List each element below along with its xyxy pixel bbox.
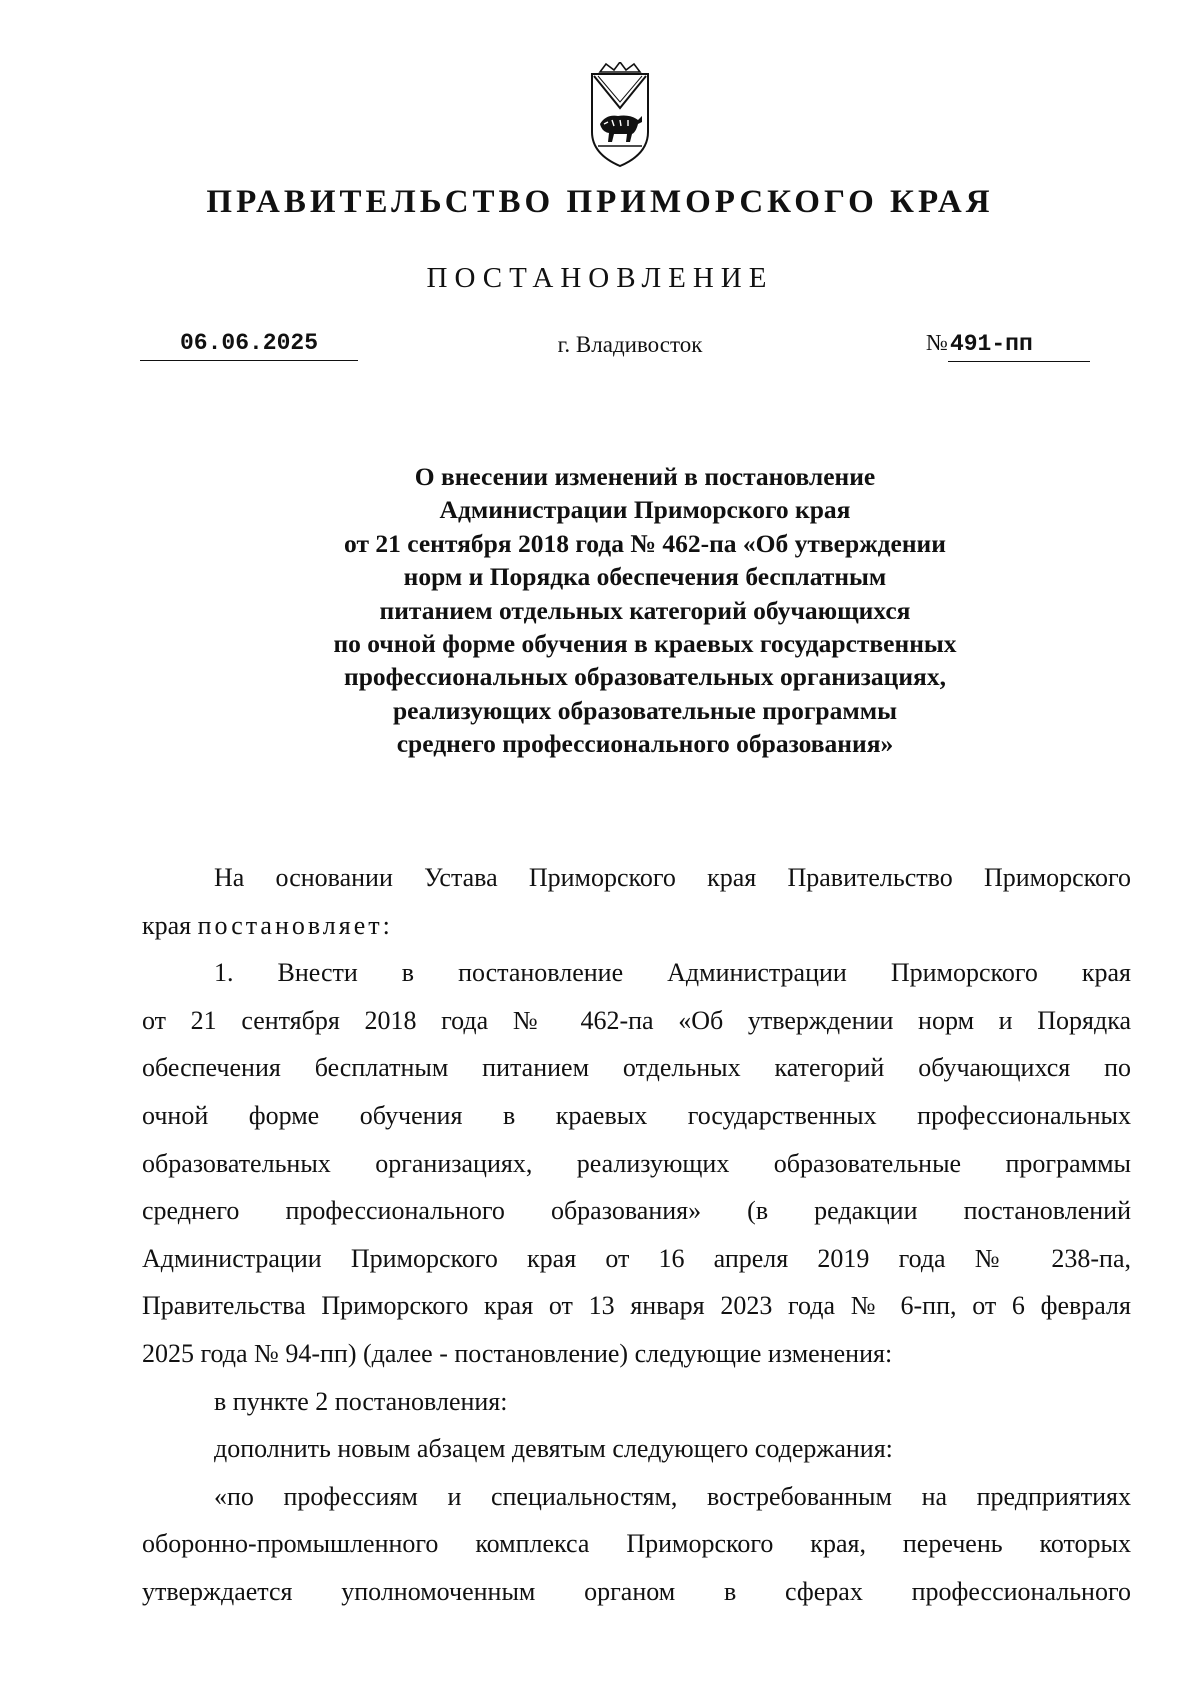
text-line: оборонно-промышленного комплекса Приморского края, перечень которых bbox=[142, 1529, 1131, 1559]
government-name: ПРАВИТЕЛЬСТВО ПРИМОРСКОГО КРАЯ bbox=[206, 184, 994, 220]
paragraph-quote bbox=[142, 1473, 1131, 1616]
document-number bbox=[926, 326, 1090, 360]
title-line: реализующих образовательные программы bbox=[393, 695, 897, 725]
document-date: 06.06.2025 bbox=[140, 326, 358, 361]
document-city: г. Владивосток bbox=[557, 332, 703, 357]
text-line: утверждается уполномоченным органом в сферах профессионального bbox=[142, 1576, 1131, 1606]
document-type: ПОСТАНОВЛЕНИЕ bbox=[426, 262, 774, 294]
text-line: 1. Внести в постановление Администрации Приморского края bbox=[214, 958, 1131, 988]
text-line: 2025 года № 94-пп) (далее - постановление) следующие изменения: bbox=[142, 1338, 893, 1368]
title-line: Администрации Приморского края bbox=[439, 495, 851, 525]
text-line: Правительства Приморского края от 13 января 2023 года № 6-пп, от 6 февраля bbox=[142, 1291, 1131, 1321]
text-line: от 21 сентября 2018 года № 462-па «Об утверждении норм и Порядка bbox=[142, 1005, 1131, 1035]
text-line: образовательных организациях, реализующих образовательные программы bbox=[142, 1148, 1131, 1178]
title-line: профессиональных образовательных организациях, bbox=[344, 662, 946, 692]
text-line: обеспечения бесплатным питанием отдельных категорий обучающихся по bbox=[142, 1053, 1131, 1083]
text-line: среднего профессионального образования» (в редакции постановлений bbox=[142, 1196, 1131, 1226]
title-line: норм и Порядка обеспечения бесплатным bbox=[403, 562, 887, 592]
paragraph-item-1 bbox=[142, 949, 1131, 1377]
text-line: Администрации Приморского края от 16 апреля 2019 года № 238-па, bbox=[142, 1243, 1131, 1273]
title-line: О внесении изменений в постановление bbox=[414, 462, 876, 491]
number-sign: № bbox=[926, 330, 948, 355]
text-line: очной форме обучения в краевых государственных профессиональных bbox=[142, 1100, 1131, 1130]
title-line: питанием отдельных категорий обучающихся bbox=[379, 595, 911, 625]
number-value: 491-пп bbox=[948, 327, 1090, 362]
text-line: На основании Устава Приморского края Правительство Приморского bbox=[214, 863, 1131, 892]
paragraph-preamble bbox=[142, 854, 1131, 949]
title-line: по очной форме обучения в краевых государственных bbox=[333, 629, 957, 659]
paragraph-point: в пункте 2 постановления: bbox=[214, 1386, 508, 1416]
coat-of-arms-icon bbox=[584, 62, 656, 170]
title-line: от 21 сентября 2018 года № 462-па «Об утверждении bbox=[344, 528, 946, 558]
text-fragment: края bbox=[142, 910, 192, 940]
decree-word: постановляет: bbox=[197, 910, 393, 940]
text-line: «по профессиям и специальностям, востребованным на предприятиях bbox=[214, 1481, 1131, 1511]
document-body bbox=[142, 854, 1131, 1616]
paragraph-instruction: дополнить новым абзацем девятым следующего содержания: bbox=[214, 1434, 893, 1464]
title-line: среднего профессионального образования» bbox=[396, 729, 894, 759]
text-line bbox=[142, 902, 1131, 950]
document-title bbox=[140, 460, 1150, 761]
